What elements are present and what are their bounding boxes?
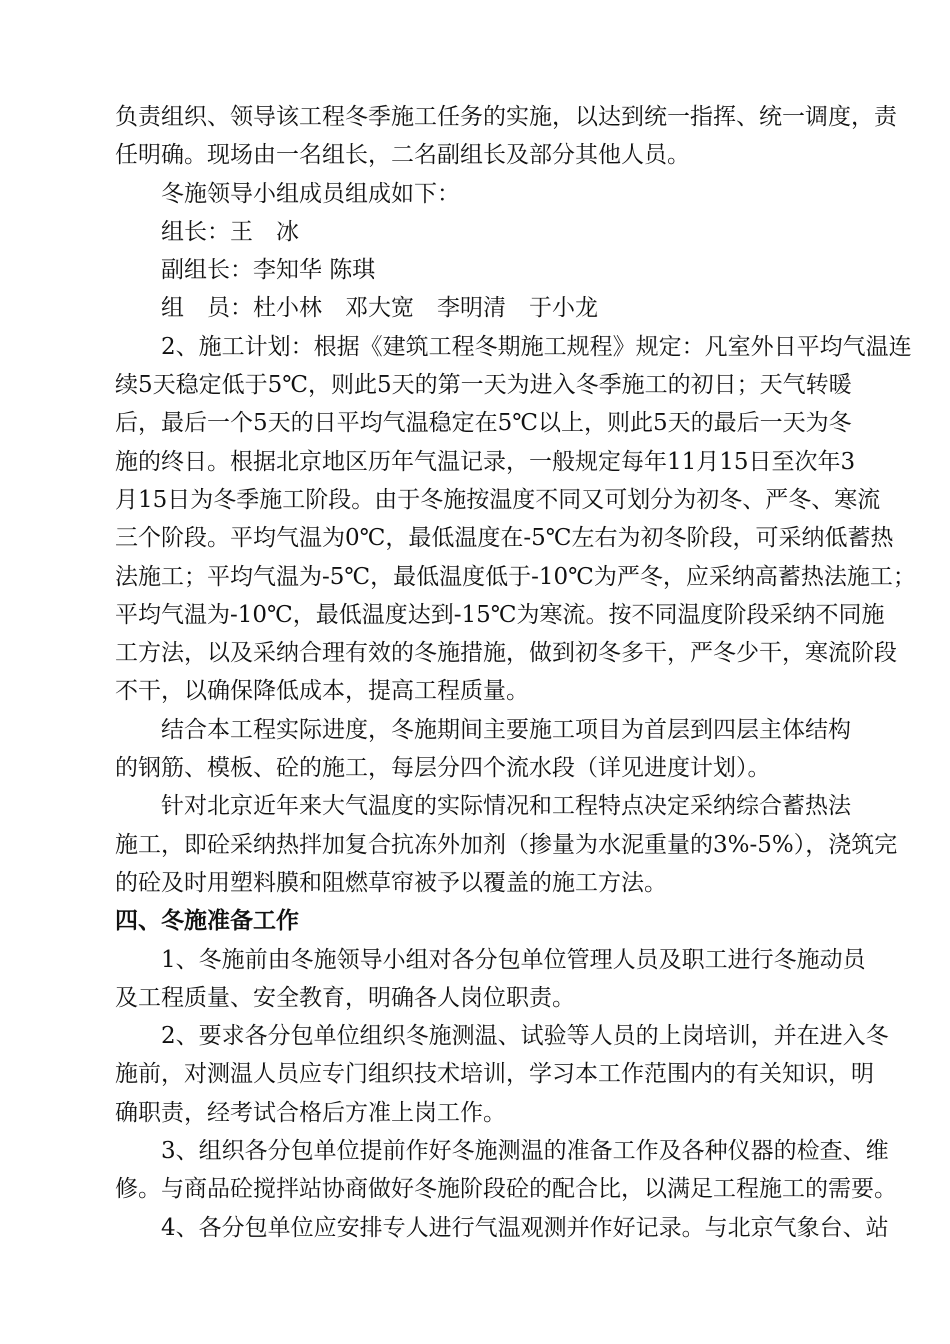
text-line: 施的终日。根据北京地区历年气温记录，一般规定每年11月15日至次年3 [115, 448, 856, 475]
text-line: 3、组织各分包单位提前作好冬施测温的准备工作及各种仪器的检查、维 [161, 1138, 889, 1165]
text-line: 确职责，经考试合格后方准上岗工作。 [115, 1099, 506, 1126]
text-line: 施前，对测温人员应专门组织技术培训，学习本工作范围内的有关知识，明 [115, 1061, 874, 1088]
text-line: 副组长：李知华 陈琪 [161, 257, 376, 284]
text-line: 续5天稳定低于5℃，则此5天的第一天为进入冬季施工的初日；天气转暖 [115, 372, 852, 399]
text-line: 三个阶段。平均气温为0℃，最低温度在-5℃左右为初冬阶段，可采纳低蓄热 [115, 525, 894, 552]
text-line: 冬施领导小组成员组成如下： [161, 180, 460, 207]
text-line: 工方法，以及采纳合理有效的冬施措施，做到初冬多干，严冬少干，寒流阶段 [115, 640, 897, 667]
text-line: 1、冬施前由冬施领导小组对各分包单位管理人员及职工进行冬施动员 [161, 946, 866, 973]
text-line: 施工，即砼采纳热拌加复合抗冻外加剂（掺量为水泥重量的3%-5%），浇筑完 [115, 831, 898, 858]
document-body [115, 98, 916, 1247]
text-line: 不干，以确保降低成本，提高工程质量。 [115, 678, 529, 705]
text-line: 月15日为冬季施工阶段。由于冬施按温度不同又可划分为初冬、严冬、寒流 [115, 486, 881, 513]
text-line: 的砼及时用塑料膜和阻燃草帘被予以覆盖的施工方法。 [115, 869, 667, 896]
text-line: 组 员：杜小林 邓大宽 李明清 于小龙 [161, 295, 598, 322]
section-heading: 四、冬施准备工作 [115, 908, 299, 935]
text-line: 4、各分包单位应安排专人进行气温观测并作好记录。与北京气象台、站 [161, 1214, 889, 1241]
text-line: 法施工；平均气温为-5℃，最低温度低于-10℃为严冬，应采纳高蓄热法施工； [115, 563, 916, 590]
text-line: 平均气温为-10℃，最低温度达到-15℃为寒流。按不同温度阶段采纳不同施 [115, 601, 885, 628]
text-line: 组长：王 冰 [161, 218, 299, 245]
text-line: 2、施工计划：根据《建筑工程冬期施工规程》规定：凡室外日平均气温连 [161, 333, 912, 360]
text-line: 及工程质量、安全教育，明确各人岗位职责。 [115, 984, 575, 1011]
text-line: 负责组织、领导该工程冬季施工任务的实施，以达到统一指挥、统一调度，责 [115, 104, 897, 130]
text-line: 结合本工程实际进度，冬施期间主要施工项目为首层到四层主体结构 [161, 716, 851, 743]
text-line: 任明确。现场由一名组长，二名副组长及部分其他人员。 [115, 142, 690, 169]
text-line: 修。与商品砼搅拌站协商做好冬施阶段砼的配合比，以满足工程施工的需要。 [115, 1176, 897, 1203]
text-line: 2、要求各分包单位组织冬施测温、试验等人员的上岗培训，并在进入冬 [161, 1023, 889, 1050]
text-line: 后，最后一个5天的日平均气温稳定在5℃以上，则此5天的最后一天为冬 [115, 410, 852, 437]
text-line: 的钢筋、模板、砼的施工，每层分四个流水段（详见进度计划）。 [115, 755, 771, 782]
text-line: 针对北京近年来大气温度的实际情况和工程特点决定采纳综合蓄热法 [161, 793, 851, 820]
